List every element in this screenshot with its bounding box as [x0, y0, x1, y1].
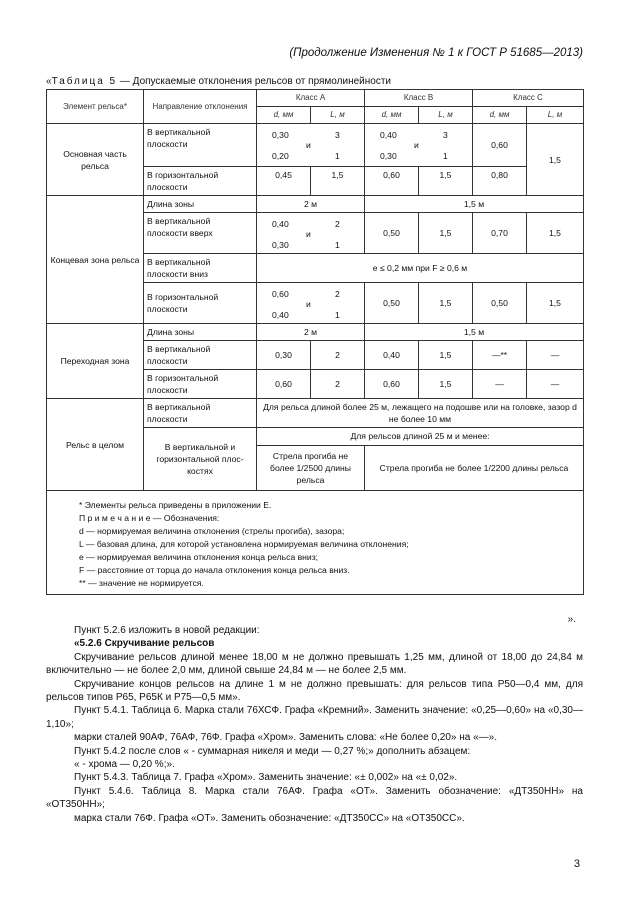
note-line: L — базовая длина, для которой установлена нормируемая величина отклонения; [79, 539, 409, 549]
value-cell: 1,5 м [365, 324, 584, 341]
direction-cell: В вертикальной и горизонтальной плос-костях [144, 428, 257, 491]
value-cell: 0,50 [365, 213, 419, 254]
header-direction: Направление отклонения [144, 90, 257, 124]
direction-cell: В вертикальной плоскости [144, 341, 257, 370]
header-element: Элемент рельса* [47, 90, 144, 124]
value-cell: 1,5 м [365, 196, 584, 213]
value-cell: 0,45 [257, 167, 311, 196]
direction-cell: В вертикальной плоскости вверх [144, 213, 257, 254]
value-cell: 2 [311, 370, 365, 399]
value-cell: 1,5 [311, 167, 365, 196]
value-cell: Для рельса длиной более 25 м, лежащего на подошве или на головке, зазор d не более 10 мм [257, 399, 584, 428]
paragraph: Пункт 5.4.1. Таблица 6. Марка стали 76ХСФ. Графа «Кремний». Заменить значение: «0,25—0,60» на «0,30—1,10»; [46, 705, 583, 730]
value-cell: 0,60 [365, 167, 419, 196]
header-class-b: Класс В [365, 90, 473, 107]
value-cell: — [473, 370, 527, 399]
value-cell: 1,5 [527, 124, 584, 196]
value-cell: e ≤ 0,2 мм при F ≥ 0,6 м [257, 254, 584, 283]
value-cell: Стрела прогиба не более 1/2200 длины рельса [365, 446, 584, 491]
header-class-c: Класс С [473, 90, 584, 107]
table-row [47, 124, 584, 167]
value-cell: — [527, 370, 584, 399]
caption-word: Таблица 5 [51, 76, 118, 87]
element-cell: Основная часть рельса [47, 124, 144, 196]
value-cell: 1,5 [419, 370, 473, 399]
page-number: 3 [573, 858, 580, 870]
paragraph: Скручивание рельсов длиной менее 18,00 м не должно превышать 1,25 мм, длиной от 18,00 до 24,84 м включительно — не более 2,0 мм, длиной свыше 24,84 м — не более 2,5 мм. [46, 651, 583, 677]
value-cell: Стрела прогиба не более 1/2500 длины рельса [257, 446, 365, 491]
paragraph: марки сталей 90АФ, 76АФ, 76Ф. Графа «Хром». Заменить слова: «Не более 0,20» на «—». [74, 732, 497, 744]
direction-cell: Длина зоны [144, 324, 257, 341]
note-line: d — нормируемая величина отклонения (стрелы прогиба), зазора; [79, 526, 345, 536]
value-cell: 0,50 [473, 283, 527, 324]
closing-quote: ». [567, 614, 576, 625]
value-cell: 1,5 [419, 283, 473, 324]
value-cell: 0,50 [365, 283, 419, 324]
header-d: d, мм [473, 107, 527, 124]
table-row [47, 324, 584, 341]
note-line: П р и м е ч а н и е — Обозначения: [79, 513, 220, 523]
element-cell: Переходная зона [47, 324, 144, 399]
paragraph: Пункт 5.4.2 после слов « - суммарная никеля и меди — 0,27 %;» дополнить абзацем: [74, 745, 471, 757]
value-cell: 1,5 [419, 167, 473, 196]
amendment-text [46, 624, 583, 825]
value-cell: 1,5 [527, 213, 584, 254]
table-notes [47, 491, 584, 595]
header-d: d, мм [365, 107, 419, 124]
paragraph: Скручивание концов рельсов на длине 1 м не должно превышать: для рельсов типа Р50—0,4 мм, для рельсов типов Р65, Р65К и Р75—0,5 мм». [46, 678, 583, 704]
paragraph: марка стали 76Ф. Графа «ОТ». Заменить обозначение: «ДТ350СС» на «ОТ350СС». [74, 812, 465, 824]
value-cell: 0,80 [473, 167, 527, 196]
header-l: L, м [527, 107, 584, 124]
paragraph: « - хрома — 0,20 %;». [74, 759, 175, 771]
value-cell: 2 м [257, 324, 365, 341]
page-header: (Продолжение Изменения № 1 к ГОСТ Р 51685—2013) [289, 47, 583, 59]
value-cell: — [527, 341, 584, 370]
value-cell: 1,5 [527, 283, 584, 324]
note-line: ** — значение не нормируется. [79, 578, 204, 588]
direction-cell: В горизонтальной плоскости [144, 370, 257, 399]
value-cell: 2 м [257, 196, 365, 213]
value-cell: 0,60 [473, 124, 527, 167]
header-class-a: Класс А [257, 90, 365, 107]
note-line: * Элементы рельса приведены в приложении Е. [79, 500, 272, 510]
header-l: L, м [311, 107, 365, 124]
table-caption [46, 76, 391, 87]
value-cell: 1,5 [419, 213, 473, 254]
caption-rest: — Допускаемые отклонения рельсов от прямолинейности [117, 76, 391, 87]
direction-cell: В вертикальной плоскости [144, 124, 257, 167]
header-l: L, м [419, 107, 473, 124]
note-line: e — нормируемая величина отклонения конца рельса вниз; [79, 552, 319, 562]
table-row [47, 399, 584, 428]
value-cell: 0,60 [365, 370, 419, 399]
header-d: d, мм [257, 107, 311, 124]
value-cell: 0,40 [365, 341, 419, 370]
pair-cell: 0,40 3 и 0,30 1 [365, 124, 473, 167]
direction-cell: В горизонтальной плоскости [144, 283, 257, 324]
section-heading: «5.2.6 Скручивание рельсов [74, 638, 215, 650]
element-cell: Концевая зона рельса [47, 196, 144, 324]
direction-cell: Длина зоны [144, 196, 257, 213]
value-cell: 1,5 [419, 341, 473, 370]
notes-row [47, 491, 584, 595]
value-cell: 0,60 [257, 370, 311, 399]
table-header-row [47, 90, 584, 107]
paragraph: Пункт 5.4.3. Таблица 7. Графа «Хром». Заменить значение: «± 0,002» на «± 0,02». [74, 772, 458, 784]
value-cell: 2 [311, 341, 365, 370]
pair-cell: 0,40 2 и 0,30 1 [257, 213, 365, 254]
caption-prefix: « [46, 76, 52, 87]
pair-cell: 0,30 3 и 0,20 1 [257, 124, 365, 167]
paragraph: Пункт 5.2.6 изложить в новой редакции: [74, 625, 260, 636]
value-cell: Для рельсов длиной 25 м и менее: [257, 428, 584, 446]
value-cell: 0,30 [257, 341, 311, 370]
direction-cell: В горизонтальной плоскости [144, 167, 257, 196]
deviation-table [46, 89, 584, 595]
direction-cell: В вертикальной плоскости [144, 399, 257, 428]
paragraph: Пункт 5.4.6. Таблица 8. Марка стали 76АФ. Графа «ОТ». Заменить обозначение: «ДТ350НН» на «ОТ350НН»; [46, 785, 583, 811]
element-cell: Рельс в целом [47, 399, 144, 491]
note-line: F — расстояние от торца до начала отклонения конца рельса вниз. [79, 565, 350, 575]
direction-cell: В вертикальной плоскости вниз [144, 254, 257, 283]
value-cell: —** [473, 341, 527, 370]
value-cell: 0,70 [473, 213, 527, 254]
table-row [47, 196, 584, 213]
pair-cell: 0,60 2 и 0,40 1 [257, 283, 365, 324]
